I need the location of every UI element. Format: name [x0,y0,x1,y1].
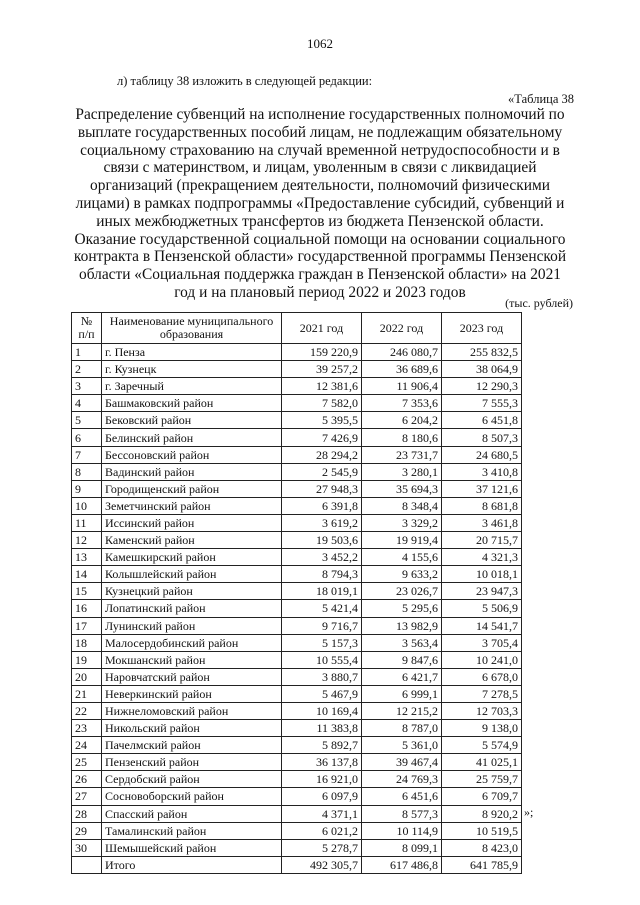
row-number: 30 [72,839,102,856]
value-2023: 255 832,5 [442,344,522,361]
value-2021: 36 137,8 [282,754,362,771]
row-number: 1 [72,344,102,361]
row-number: 12 [72,532,102,549]
value-2023: 20 715,7 [442,532,522,549]
value-2023: 8 423,0 [442,839,522,856]
table-row [72,600,522,617]
value-2023: 9 138,0 [442,720,522,737]
table-row [72,634,522,651]
value-2023: 8 507,3 [442,429,522,446]
value-2021: 2 545,9 [282,463,362,480]
row-number: 17 [72,617,102,634]
table-row [72,771,522,788]
value-2023: 24 680,5 [442,446,522,463]
table-row [72,822,522,839]
value-2023: 10 018,1 [442,566,522,583]
table-row [72,583,522,600]
municipality-name: Спасский район [102,805,282,822]
table-row [72,378,522,395]
table-row [72,754,522,771]
table-row [72,463,522,480]
row-number: 28 [72,805,102,822]
row-number: 23 [72,720,102,737]
value-2022: 617 486,8 [362,856,442,873]
value-2021: 5 157,3 [282,634,362,651]
value-2023: 3 461,8 [442,514,522,531]
value-2022: 23 731,7 [362,446,442,463]
value-2022: 8 180,6 [362,429,442,446]
value-2023: 12 703,3 [442,702,522,719]
row-number: 13 [72,549,102,566]
value-2023: 10 519,5 [442,822,522,839]
value-2021: 5 278,7 [282,839,362,856]
table-row [72,514,522,531]
value-2021: 3 452,2 [282,549,362,566]
value-2023: 23 947,3 [442,583,522,600]
table-row [72,720,522,737]
row-number: 5 [72,412,102,429]
value-2023: 8 920,2 [442,805,522,822]
row-number: 22 [72,702,102,719]
municipality-name: Пачелмский район [102,737,282,754]
table-row [72,361,522,378]
municipality-name: Лунинский район [102,617,282,634]
municipality-name: Бессоновский район [102,446,282,463]
table-row [72,839,522,856]
table-row [72,805,522,822]
value-2023: 41 025,1 [442,754,522,771]
table-row [72,566,522,583]
closing-quote: »; [524,805,534,819]
value-2021: 7 582,0 [282,395,362,412]
header-2022: 2022 год [362,313,442,344]
value-2022: 39 467,4 [362,754,442,771]
value-2022: 36 689,6 [362,361,442,378]
value-2022: 8 577,3 [362,805,442,822]
value-2021: 492 305,7 [282,856,362,873]
value-2023: 5 506,9 [442,600,522,617]
row-number: 27 [72,788,102,805]
value-2023: 641 785,9 [442,856,522,873]
row-number: 24 [72,737,102,754]
row-number: 19 [72,651,102,668]
municipality-name: Лопатинский район [102,600,282,617]
municipality-name: Земетчинский район [102,497,282,514]
table-row [72,737,522,754]
value-2021: 10 555,4 [282,651,362,668]
value-2022: 35 694,3 [362,480,442,497]
row-number: 14 [72,566,102,583]
header-2021: 2021 год [282,313,362,344]
subvention-table [71,312,522,874]
table-row [72,651,522,668]
table-row [72,429,522,446]
table-row [72,480,522,497]
row-number: 4 [72,395,102,412]
municipality-name: г. Заречный [102,378,282,395]
value-2023: 8 681,8 [442,497,522,514]
value-2021: 11 383,8 [282,720,362,737]
value-2021: 19 503,6 [282,532,362,549]
municipality-name: Иссинский район [102,514,282,531]
value-2021: 39 257,2 [282,361,362,378]
municipality-name: Бековский район [102,412,282,429]
value-2021: 5 892,7 [282,737,362,754]
value-2021: 6 021,2 [282,822,362,839]
municipality-name: Сердобский район [102,771,282,788]
municipality-name: Сосновоборский район [102,788,282,805]
value-2022: 6 451,6 [362,788,442,805]
value-2022: 6 421,7 [362,668,442,685]
value-2021: 18 019,1 [282,583,362,600]
table-reference: «Таблица 38 [508,92,574,106]
value-2022: 246 080,7 [362,344,442,361]
value-2023: 6 678,0 [442,668,522,685]
row-number: 25 [72,754,102,771]
value-2021: 12 381,6 [282,378,362,395]
value-2022: 13 982,9 [362,617,442,634]
header-name: Наименование муниципального образования [102,313,282,344]
municipality-name: Вадинский район [102,463,282,480]
value-2021: 6 097,9 [282,788,362,805]
row-number: 10 [72,497,102,514]
municipality-name: Мокшанский район [102,651,282,668]
row-number: 29 [72,822,102,839]
row-number: 15 [72,583,102,600]
value-2023: 7 555,3 [442,395,522,412]
table-header-row [72,313,522,344]
value-2022: 6 999,1 [362,685,442,702]
value-2021: 5 421,4 [282,600,362,617]
row-number: 20 [72,668,102,685]
value-2022: 5 361,0 [362,737,442,754]
value-2021: 28 294,2 [282,446,362,463]
table-body [72,344,522,874]
value-2022: 24 769,3 [362,771,442,788]
municipality-name: Малосердобинский район [102,634,282,651]
value-2022: 7 353,6 [362,395,442,412]
municipality-name: Нижнеломовский район [102,702,282,719]
value-2023: 38 064,9 [442,361,522,378]
value-2022: 10 114,9 [362,822,442,839]
table-row [72,395,522,412]
value-2022: 9 633,2 [362,566,442,583]
table-title: Распределение субвенций на исполнение государственных полномочий по выплате государственных пособий лицам, не подлежащим обязательному социальному страхованию на случай временной нетрудоспособности и в связи с материнством, и лицам, уволенным в связи с ликвидацией организаций (прекращением деятельности, полномочий физическими лицами) в рамках подпрограммы «Предоставление субсидий, субвенций и иных межбюджетных трансфертов из бюджета Пензенской области. Оказание государственной социальной помощи на основании социального контракта в Пензенской области» государственной программы Пензенской области «Социальная поддержка граждан в Пензенской области» на 2021 год и на плановый период 2022 и 2023 годов [73,106,567,301]
value-2023: 6 709,7 [442,788,522,805]
municipality-name: Камешкирский район [102,549,282,566]
municipality-name: Наровчатский район [102,668,282,685]
value-2023: 3 410,8 [442,463,522,480]
table-row [72,446,522,463]
municipality-name: г. Пенза [102,344,282,361]
table-row [72,549,522,566]
row-number: 18 [72,634,102,651]
value-2022: 6 204,2 [362,412,442,429]
value-2021: 9 716,7 [282,617,362,634]
value-2022: 4 155,6 [362,549,442,566]
value-2021: 4 371,1 [282,805,362,822]
row-number [72,856,102,873]
table-row [72,617,522,634]
table-row [72,702,522,719]
row-number: 6 [72,429,102,446]
row-number: 7 [72,446,102,463]
value-2022: 8 787,0 [362,720,442,737]
value-2021: 3 880,7 [282,668,362,685]
value-2021: 10 169,4 [282,702,362,719]
value-2023: 14 541,7 [442,617,522,634]
value-2022: 3 329,2 [362,514,442,531]
municipality-name: Белинский район [102,429,282,446]
intro-text: л) таблицу 38 изложить в следующей редакции: [117,74,373,88]
value-2022: 12 215,2 [362,702,442,719]
value-2022: 9 847,6 [362,651,442,668]
value-2023: 25 759,7 [442,771,522,788]
value-2022: 8 348,4 [362,497,442,514]
value-2021: 16 921,0 [282,771,362,788]
units-note: (тыс. рублей) [505,296,573,310]
value-2023: 12 290,3 [442,378,522,395]
value-2023: 6 451,8 [442,412,522,429]
municipality-name: Шемышейский район [102,839,282,856]
value-2021: 5 467,9 [282,685,362,702]
value-2023: 4 321,3 [442,549,522,566]
municipality-name: Пензенский район [102,754,282,771]
value-2023: 7 278,5 [442,685,522,702]
value-2021: 6 391,8 [282,497,362,514]
municipality-name: Итого [102,856,282,873]
value-2023: 5 574,9 [442,737,522,754]
row-number: 26 [72,771,102,788]
municipality-name: Тамалинский район [102,822,282,839]
value-2022: 19 919,4 [362,532,442,549]
municipality-name: Кузнецкий район [102,583,282,600]
value-2021: 3 619,2 [282,514,362,531]
row-number: 2 [72,361,102,378]
header-num: № п/п [72,313,102,344]
table-row [72,532,522,549]
table-row [72,412,522,429]
municipality-name: Каменский район [102,532,282,549]
row-number: 11 [72,514,102,531]
table-row [72,685,522,702]
row-number: 3 [72,378,102,395]
value-2021: 7 426,9 [282,429,362,446]
row-number: 8 [72,463,102,480]
value-2021: 159 220,9 [282,344,362,361]
municipality-name: Городищенский район [102,480,282,497]
value-2022: 3 563,4 [362,634,442,651]
table-row [72,788,522,805]
total-row [72,856,522,873]
value-2022: 8 099,1 [362,839,442,856]
municipality-name: Никольский район [102,720,282,737]
municipality-name: Колышлейский район [102,566,282,583]
municipality-name: Башмаковский район [102,395,282,412]
table-row [72,344,522,361]
value-2023: 37 121,6 [442,480,522,497]
value-2022: 23 026,7 [362,583,442,600]
value-2022: 3 280,1 [362,463,442,480]
row-number: 16 [72,600,102,617]
page-number: 1062 [307,36,333,51]
municipality-name: г. Кузнецк [102,361,282,378]
value-2021: 27 948,3 [282,480,362,497]
value-2022: 11 906,4 [362,378,442,395]
value-2023: 3 705,4 [442,634,522,651]
value-2021: 5 395,5 [282,412,362,429]
table-row [72,497,522,514]
row-number: 9 [72,480,102,497]
table-row [72,668,522,685]
value-2022: 5 295,6 [362,600,442,617]
municipality-name: Неверкинский район [102,685,282,702]
header-2023: 2023 год [442,313,522,344]
row-number: 21 [72,685,102,702]
value-2023: 10 241,0 [442,651,522,668]
value-2021: 8 794,3 [282,566,362,583]
